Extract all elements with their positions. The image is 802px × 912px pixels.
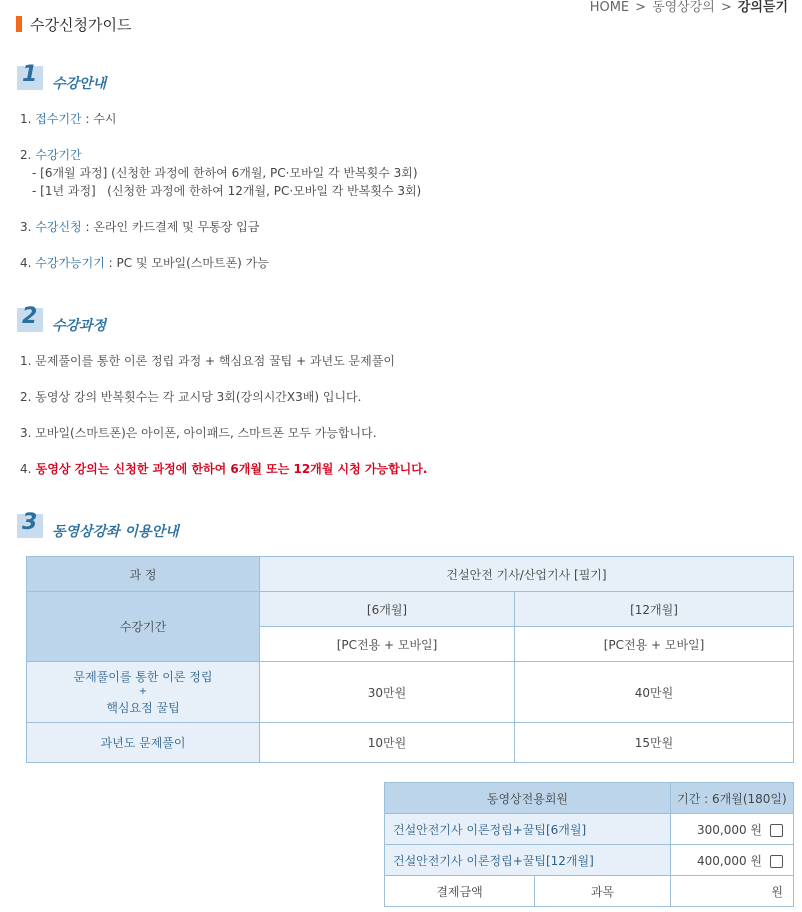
section-1-heading <box>17 62 107 92</box>
breadcrumb <box>586 0 788 15</box>
course-line-4-notice: 4. 동영상 강의는 신청한 과정에 한하여 6개월 또는 12개월 시청 가능합니다. <box>20 462 428 476</box>
course-label-cell: 과 정 <box>27 557 260 592</box>
row-theory-price-12: 40만원 <box>515 662 794 723</box>
course-line-1: 1. 문제풀이를 통한 이론 정립 과정 + 핵심요점 꿀팁 + 과년도 문제풀이 <box>20 354 395 368</box>
period-label-cell: 수강기간 <box>27 592 260 662</box>
section-title: 수강과정 <box>52 318 107 334</box>
order-price-12-month: 400,000 원 <box>670 845 793 876</box>
period-6-month: - [6개월 과정] (신청한 과정에 한하여 6개월, PC·모바일 각 반복횟수 3회) <box>32 166 418 180</box>
info-line-devices: 4. 수강가능기기 : PC 및 모바일(스마트폰) 가능 <box>20 256 269 270</box>
subject-label-cell: 과목 <box>535 876 671 907</box>
course-line-3: 3. 모바일(스마트폰)은 아이폰, 아이패드, 스마트폰 모두 가능합니다. <box>20 426 377 440</box>
order-table <box>384 782 794 907</box>
device-6-cell: [PC전용 + 모바일] <box>260 627 515 662</box>
total-label-cell: 결제금액 <box>385 876 535 907</box>
order-header-left: 동영상전용회원 <box>385 783 671 814</box>
breadcrumb-current: 강의듣기 <box>737 0 788 15</box>
info-line-period: 2. 수강기간 <box>20 148 82 162</box>
total-amount-cell: 원 <box>670 876 793 907</box>
page-title <box>16 14 131 34</box>
info-line-application: 3. 수강신청 : 온라인 카드결제 및 무통장 입금 <box>20 220 260 234</box>
section-title: 동영상강좌 이용안내 <box>52 524 179 540</box>
section-2-heading <box>17 304 107 334</box>
period-6-cell: [6개월] <box>260 592 515 627</box>
select-12-month-checkbox[interactable] <box>770 855 783 868</box>
row-theory-label: 문제풀이를 통한 이론 정립 + 핵심요점 꿀팁 <box>27 662 260 723</box>
section-3-heading <box>17 510 179 540</box>
period-12-cell: [12개월] <box>515 592 794 627</box>
row-theory-price-6: 30만원 <box>260 662 515 723</box>
breadcrumb-video-lecture[interactable]: 동영상강의 <box>652 0 715 15</box>
title-bar-marker <box>16 16 22 32</box>
order-item-12-month: 건설안전기사 이론정립+꿀팁[12개월] <box>385 845 671 876</box>
period-1-year: - [1년 과정] (신청한 과정에 한하여 12개월, PC·모바일 각 반복횟수 3회) <box>32 184 422 198</box>
section-number-badge: 2 <box>17 308 43 332</box>
chevron-right-icon: > <box>635 0 647 15</box>
select-6-month-checkbox[interactable] <box>770 824 783 837</box>
course-pricing-table <box>26 556 794 763</box>
row-past-exam-price-6: 10만원 <box>260 723 515 763</box>
section-title: 수강안내 <box>52 76 107 92</box>
page-title-text: 수강신청가이드 <box>30 15 132 34</box>
section-number-badge: 1 <box>17 66 43 90</box>
row-past-exam-label: 과년도 문제풀이 <box>27 723 260 763</box>
row-past-exam-price-12: 15만원 <box>515 723 794 763</box>
section-number-badge: 3 <box>17 514 43 538</box>
course-line-2: 2. 동영상 강의 반복횟수는 각 교시당 3회(강의시간X3배) 입니다. <box>20 390 362 404</box>
device-12-cell: [PC전용 + 모바일] <box>515 627 794 662</box>
order-price-6-month: 300,000 원 <box>670 814 793 845</box>
order-item-6-month: 건설안전기사 이론정립+꿀팁[6개월] <box>385 814 671 845</box>
breadcrumb-home[interactable]: HOME <box>589 0 630 15</box>
course-value-cell: 건설안전 기사/산업기사 [필기] <box>260 557 794 592</box>
info-line-registration: 1. 접수기간 : 수시 <box>20 112 117 126</box>
order-header-right: 기간 : 6개월(180일) <box>670 783 793 814</box>
chevron-right-icon: > <box>720 0 732 15</box>
